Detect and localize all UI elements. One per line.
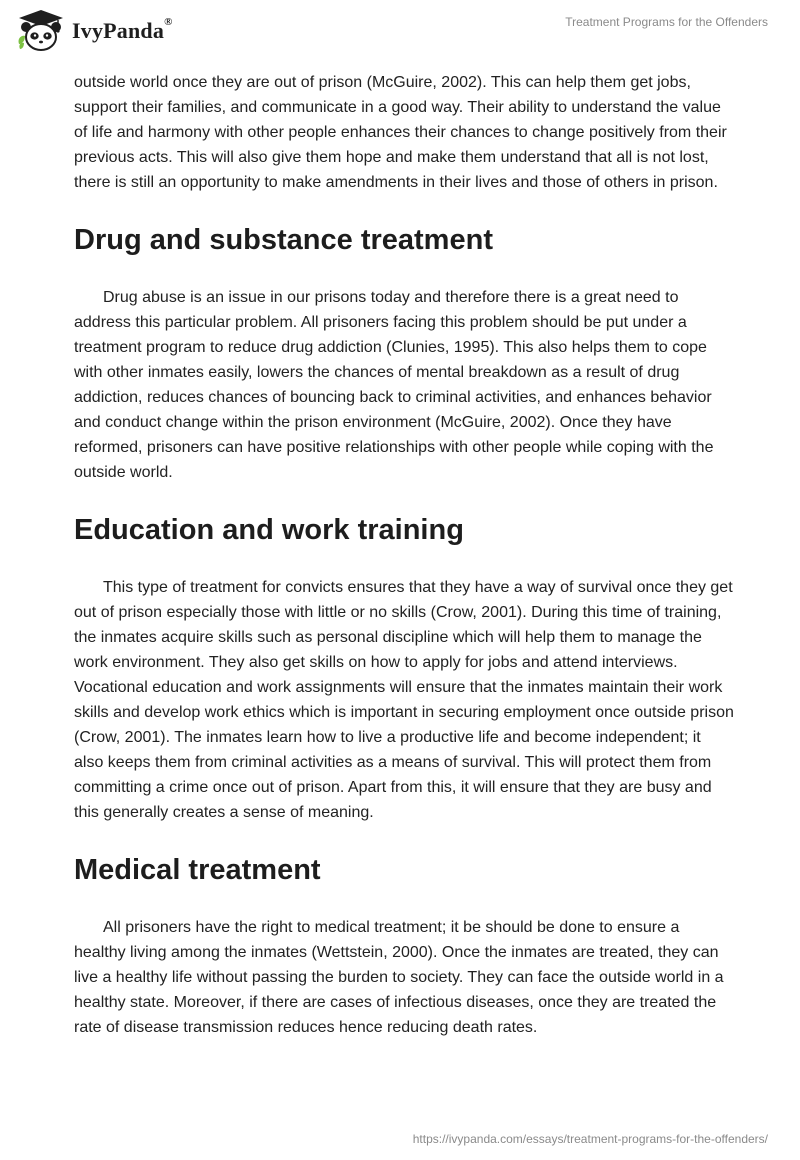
section-paragraph-drug-treatment: Drug abuse is an issue in our prisons today and therefore there is a great need to address this particular problem. All prisoners facing this problem should be put under a treatment program to reduce drug addiction (Clunies, 1995). This also helps them to cope with other inmates easily, lowers the chances of mental breakdown as a result of drug addiction, reduces chances of bouncing back to criminal activities, and enhances behavior and conduct change within the prison environment (McGuire, 2002). Once they have reformed, prisoners can have positive relationships with other people while coping with the outside world. — [74, 289, 714, 481]
document-title: Treatment Programs for the Offenders — [565, 15, 768, 29]
source-url[interactable]: https://ivypanda.com/essays/treatment-programs-for-the-offenders/ — [412, 1132, 768, 1146]
essay-content — [74, 70, 734, 1040]
section-heading-education-training: Education and work training — [74, 514, 464, 546]
section-heading-medical-treatment: Medical treatment — [74, 854, 321, 886]
section-paragraph-education-training: This type of treatment for convicts ensures that they have a way of survival once they get out of prison especially those with little or no skills (Crow, 2001). During this time of training, the inmates acquire skills such as personal discipline which will help them to manage the work environment. They also get skills on how to apply for jobs and attend interviews. Vocational education and work assignments will ensure that the inmates maintain their work skills and develop work ethics which is important in securing employment once outside prison (Crow, 2001). The inmates learn how to live a productive life and become independent; it also keeps them from criminal activities as a means of survival. This will protect them from committing a crime once out of prison. Apart from this, it will ensure that they are busy and this generally creates a sense of meaning. — [74, 579, 734, 821]
registered-mark: ® — [164, 16, 173, 28]
logo-wordmark: IvyPanda® — [72, 16, 173, 43]
section-heading-drug-treatment: Drug and substance treatment — [74, 224, 493, 256]
ivypanda-logo[interactable] — [14, 8, 173, 54]
intro-paragraph: outside world once they are out of prison (McGuire, 2002). This can help them get jobs, support their families, and communicate in a good way. Their ability to understand the value of life and harmony with other people enhances their chances to change positively from their previous acts. This will also give them hope and make them understand that all is not lost, there is still an opportunity to make amendments in their lives and those of others in prison. — [74, 74, 727, 191]
page-header — [0, 0, 800, 70]
section-paragraph-medical-treatment: All prisoners have the right to medical treatment; it be should be done to ensure a healthy living among the inmates (Wettstein, 2000). Once the inmates are treated, they can live a healthy life without passing the burden to society. They can face the outside world in a healthy state. Moreover, if there are cases of infectious diseases, once they are treated the rate of disease transmission reduces hence reducing death rates. — [74, 919, 724, 1036]
panda-logo-icon — [14, 8, 68, 54]
